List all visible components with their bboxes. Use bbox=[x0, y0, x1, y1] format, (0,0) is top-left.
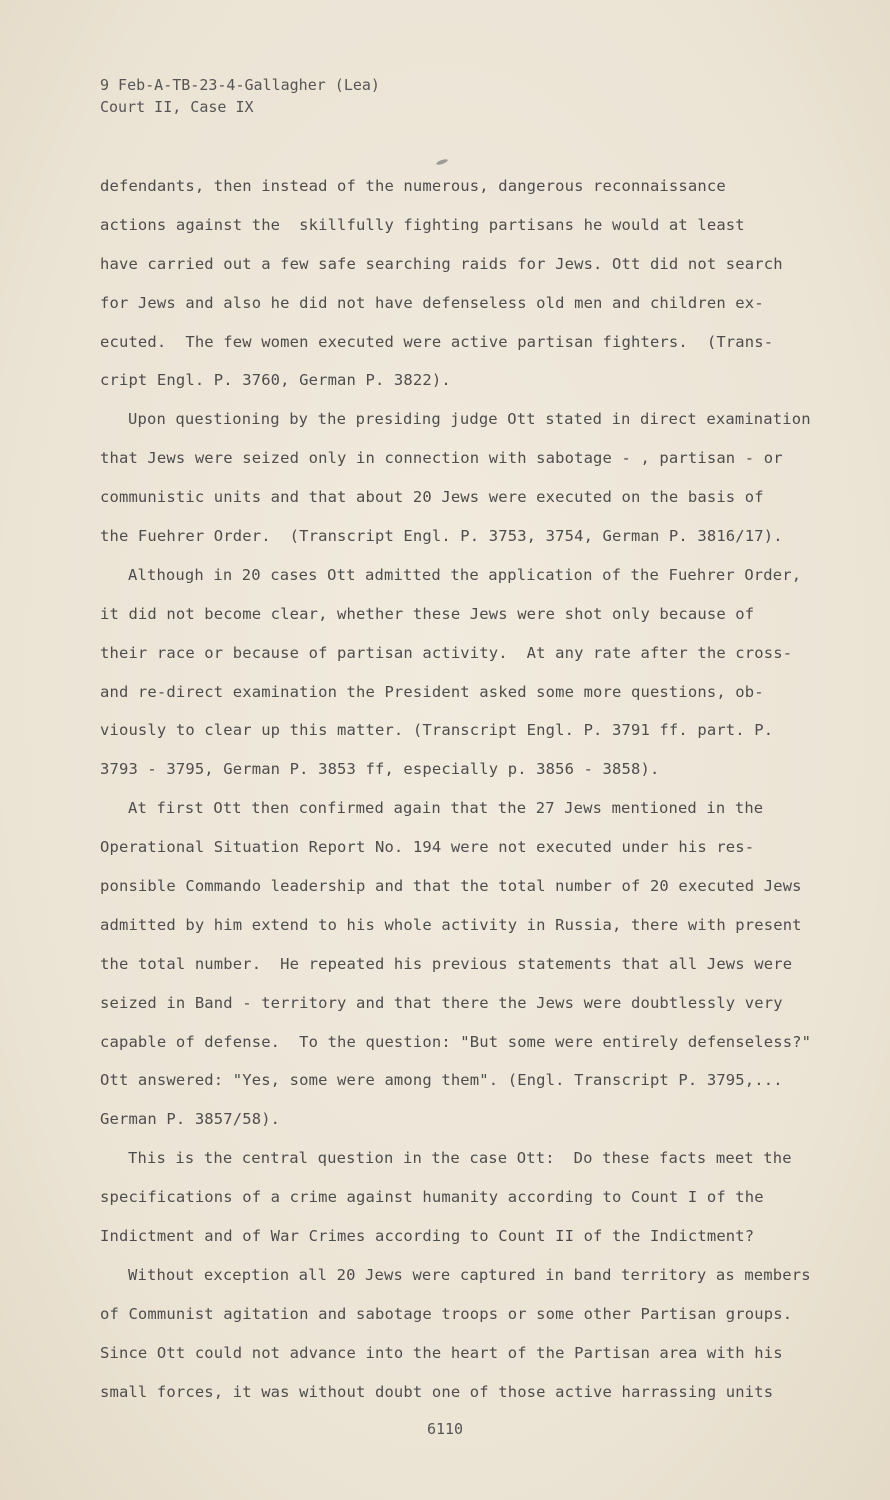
text-line: small forces, it was without doubt one of those active harrassing units bbox=[100, 1382, 774, 1401]
text-line: Indictment and of War Crimes according to Count II of the Indictment? bbox=[100, 1227, 755, 1246]
text-line: viously to clear up this matter. (Transcript Engl. P. 3791 ff. part. P. bbox=[100, 721, 774, 740]
document-header bbox=[100, 74, 380, 118]
text-line: seized in Band - territory and that there the Jews were doubtlessly very bbox=[100, 993, 783, 1012]
ink-speck bbox=[436, 158, 449, 166]
text-line: the Fuehrer Order. (Transcript Engl. P. 3753, 3754, German P. 3816/17). bbox=[100, 527, 783, 546]
text-line: defendants, then instead of the numerous, dangerous reconnaissance bbox=[100, 177, 726, 195]
text-line: capable of defense. To the question: "But some were entirely defenseless?" bbox=[100, 1032, 812, 1051]
text-line: At first Ott then confirmed again that the 27 Jews mentioned in the bbox=[128, 799, 764, 818]
body-text bbox=[100, 172, 830, 1417]
text-line: 3793 - 3795, German P. 3853 ff, especially p. 3856 - 3858). bbox=[100, 760, 660, 779]
text-line: Since Ott could not advance into the heart of the Partisan area with his bbox=[100, 1343, 783, 1362]
text-line: admitted by him extend to his whole activity in Russia, there with present bbox=[100, 915, 802, 934]
text-line: communistic units and that about 20 Jews were executed on the basis of bbox=[100, 488, 764, 507]
text-line: Upon questioning by the presiding judge Ott stated in direct examination bbox=[128, 410, 811, 429]
text-line: German P. 3857/58). bbox=[100, 1110, 281, 1129]
page-number: 6110 bbox=[426, 1420, 464, 1438]
text-line: actions against the skillfully fighting partisans he would at least bbox=[100, 215, 745, 234]
text-line: their race or because of partisan activity. At any rate after the cross- bbox=[100, 643, 793, 662]
text-line: have carried out a few safe searching raids for Jews. Ott did not search bbox=[100, 254, 783, 273]
text-line: Ott answered: "Yes, some were among them". (Engl. Transcript P. 3795,... bbox=[100, 1071, 783, 1090]
header-reference: 9 Feb-A-TB-23-4-Gallagher (Lea) bbox=[100, 76, 380, 94]
text-line: and re-direct examination the President asked some more questions, ob- bbox=[100, 682, 764, 701]
text-line: it did not become clear, whether these Jews were shot only because of bbox=[100, 604, 755, 623]
header-court-case: Court II, Case IX bbox=[100, 98, 254, 116]
text-line: Operational Situation Report No. 194 were not executed under his res- bbox=[100, 838, 755, 857]
text-line: of Communist agitation and sabotage troops or some other Partisan groups. bbox=[100, 1304, 793, 1323]
text-line: Without exception all 20 Jews were captured in band territory as members bbox=[128, 1265, 811, 1284]
text-line: ponsible Commando leadership and that the total number of 20 executed Jews bbox=[100, 877, 802, 896]
text-line: ecuted. The few women executed were active partisan fighters. (Trans- bbox=[100, 332, 774, 351]
text-line: for Jews and also he did not have defenseless old men and children ex- bbox=[100, 293, 764, 312]
text-line: specifications of a crime against humanity according to Count I of the bbox=[100, 1188, 764, 1207]
text-line: This is the central question in the case Ott: Do these facts meet the bbox=[128, 1149, 792, 1168]
text-line: Although in 20 cases Ott admitted the application of the Fuehrer Order, bbox=[128, 565, 802, 584]
text-line: cript Engl. P. 3760, German P. 3822). bbox=[100, 371, 451, 390]
text-line: the total number. He repeated his previous statements that all Jews were bbox=[100, 954, 793, 973]
text-line: that Jews were seized only in connection with sabotage - , partisan - or bbox=[100, 449, 783, 468]
